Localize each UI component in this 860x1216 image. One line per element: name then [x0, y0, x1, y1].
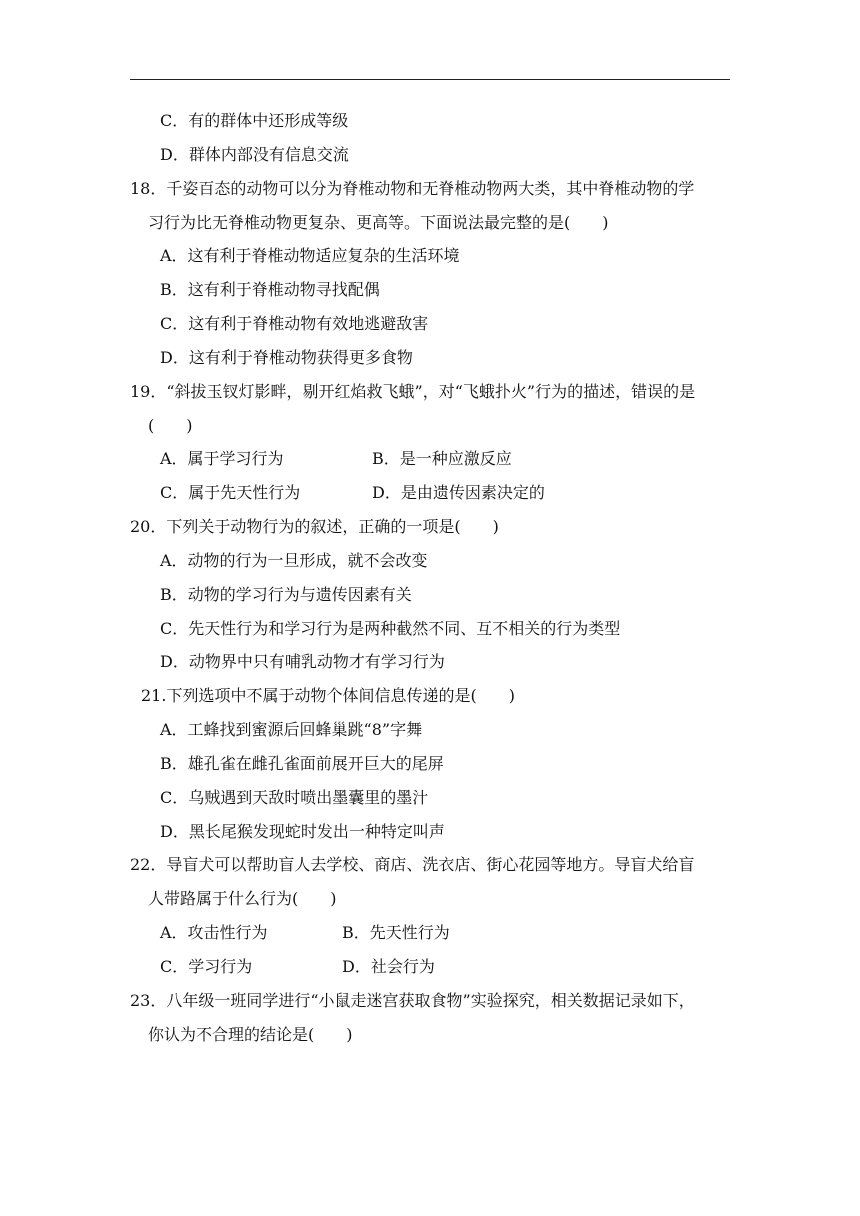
q19-option-b: B．是一种应激反应 — [372, 449, 512, 468]
q20-stem-line1: 20．下列关于动物行为的叙述，正确的一项是( ) — [130, 517, 499, 536]
q18-option-a: A．这有利于脊椎动物适应复杂的生活环境 — [160, 246, 460, 265]
q20-option-a: A．动物的行为一旦形成，就不会改变 — [160, 551, 428, 570]
q21-option-c: C．乌贼遇到天敌时喷出墨囊里的墨汁 — [160, 788, 429, 807]
q19-stem-line1: 19．“斜拔玉钗灯影畔，剔开红焰救飞蛾”，对“飞蛾扑火”行为的描述，错误的是 — [130, 382, 696, 401]
q20-option-d: D．动物界中只有哺乳动物才有学习行为 — [160, 652, 445, 671]
q20-option-c: C．先天性行为和学习行为是两种截然不同、互不相关的行为类型 — [160, 619, 621, 638]
header-rule — [130, 79, 730, 80]
q17-option-d: D．群体内部没有信息交流 — [160, 145, 349, 164]
q20-option-b: B．动物的学习行为与遗传因素有关 — [160, 585, 412, 604]
q22-option-d: D．社会行为 — [342, 957, 435, 976]
q19-option-c: C．属于先天性行为 — [160, 483, 301, 502]
q22-option-b: B．先天性行为 — [342, 923, 450, 942]
q22-option-a: A．攻击性行为 — [160, 923, 268, 942]
q21-option-a: A．工蜂找到蜜源后回蜂巢跳“8”字舞 — [160, 720, 423, 739]
q18-stem-line1: 18．千姿百态的动物可以分为脊椎动物和无脊椎动物两大类，其中脊椎动物的学 — [130, 179, 695, 198]
q19-stem-line2: ( ) — [148, 416, 193, 435]
q17-option-c: C．有的群体中还形成等级 — [160, 111, 349, 130]
q21-option-b: B．雄孔雀在雌孔雀面前展开巨大的尾屏 — [160, 754, 444, 773]
q21-option-d: D．黑长尾猴发现蛇时发出一种特定叫声 — [160, 822, 445, 841]
q18-option-c: C．这有利于脊椎动物有效地逃避敌害 — [160, 314, 429, 333]
q22-stem-line2: 人带路属于什么行为( ) — [148, 889, 337, 908]
q23-stem-line1: 23．八年级一班同学进行“小鼠走迷宫获取食物”实验探究，相关数据记录如下， — [130, 991, 695, 1010]
q21-stem-line1: 21.下列选项中不属于动物个体间信息传递的是( ) — [141, 686, 515, 705]
q18-option-d: D．这有利于脊椎动物获得更多食物 — [160, 348, 413, 367]
q19-option-d: D．是由遗传因素决定的 — [372, 483, 545, 502]
q19-option-a: A．属于学习行为 — [160, 449, 284, 468]
q23-stem-line2: 你认为不合理的结论是( ) — [148, 1025, 353, 1044]
q18-stem-line2: 习行为比无脊椎动物更复杂、更高等。下面说法最完整的是( ) — [148, 213, 609, 232]
q22-option-c: C．学习行为 — [160, 957, 253, 976]
q22-stem-line1: 22．导盲犬可以帮助盲人去学校、商店、洗衣店、街心花园等地方。导盲犬给盲 — [130, 855, 695, 874]
q18-option-b: B．这有利于脊椎动物寻找配偶 — [160, 280, 380, 299]
